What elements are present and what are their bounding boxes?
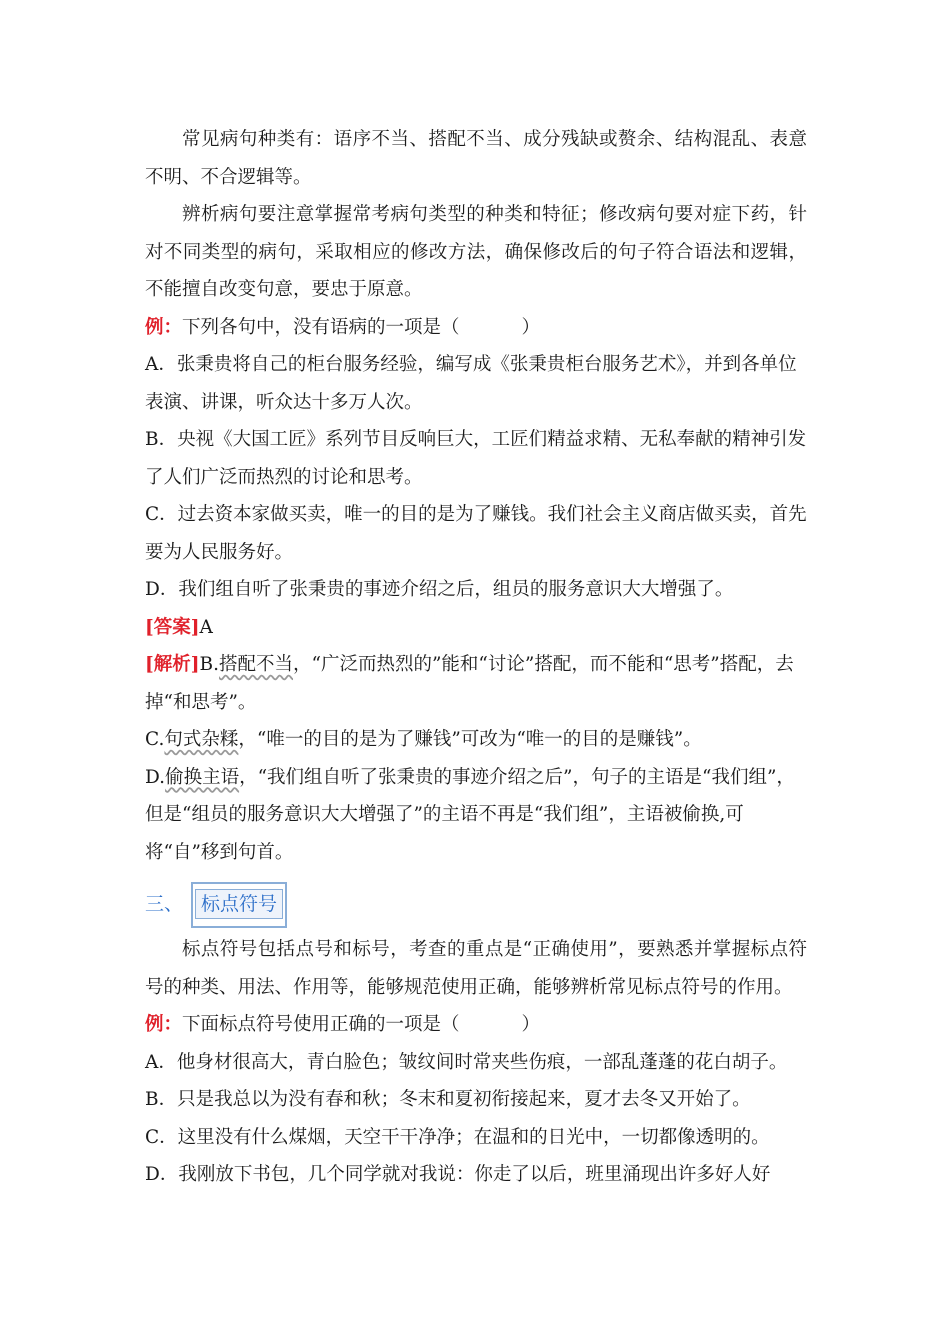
analysis-c-term: 句式杂糅 (164, 729, 239, 750)
section-heading (145, 879, 807, 931)
analysis-b-term: 搭配不当 (219, 654, 294, 675)
question-text: 下列各句中，没有语病的一项是（ (182, 316, 460, 338)
analysis-d-text: ，“我们组自听了张秉贵的事迹介绍之后”，句子的主语是“我们组”，但是“组员的服务意识大大增强了”的主语不再是“我们组”，主语被偷换,可将“自”移到句首。 (145, 766, 795, 863)
document-body (145, 121, 807, 1194)
section-paragraph: 标点符号包括点号和标号，考查的重点是“正确使用”，要熟悉并掌握标点符号的种类、用法、作用等，能够规范使用正确，能够辨析常见标点符号的作用。 (145, 939, 807, 998)
example-label: 例： (145, 1014, 183, 1035)
example-1-option-a: A．张秉贵将自己的柜台服务经验，编写成《张秉贵柜台服务艺术》，并到各单位表演、讲课，听众达十多万人次。 (145, 354, 797, 413)
section-title: 标点符号 (195, 889, 283, 919)
example-label: 例： (145, 316, 183, 338)
analysis-b (145, 646, 807, 721)
answer-line (145, 609, 807, 647)
example-1-option-b: B．央视《大国工匠》系列节目反响巨大，工匠们精益求精、无私奉献的精神引发了人们广泛而热烈的讨论和思考。 (145, 429, 807, 488)
answer-value: A (199, 616, 213, 638)
example-2-option-b: B．只是我总以为没有春和秋；冬末和夏初衔接起来，夏才去冬又开始了。 (145, 1089, 751, 1110)
section-number: 三、 (145, 893, 184, 916)
answer-label: [答案] (145, 616, 200, 638)
analysis-b-text: ，“广泛而热烈的”能和“讨论”搭配，而不能和“思考”搭配，去掉“和思考”。 (145, 654, 794, 713)
example-2-option-c: C．这里没有什么煤烟，天空干干净净；在温和的日光中，一切都像透明的。 (145, 1126, 770, 1148)
analysis-d (145, 759, 807, 872)
analysis-d-prefix: D. (145, 766, 166, 788)
analysis-d-term: 偷换主语 (165, 766, 240, 788)
analysis-label: [解析] (145, 654, 200, 675)
section-title-box (191, 882, 287, 928)
question-close-paren: ） (521, 1014, 541, 1035)
example-1-option-d: D．我们组自听了张秉贵的事迹介绍之后，组员的服务意识大大增强了。 (145, 579, 734, 600)
example-2-question (145, 1006, 807, 1044)
analysis-b-prefix: B. (199, 654, 219, 675)
intro-paragraph-2: 辨析病句要注意掌握常考病句类型的种类和特征；修改病句要对症下药，针对不同类型的病句，采取相应的修改方法，确保修改后的句子符合语法和逻辑，不能擅自改变句意，要忠于原意。 (145, 204, 807, 300)
question-close-paren: ） (521, 316, 541, 338)
question-text: 下面标点符号使用正确的一项是（ (182, 1014, 460, 1035)
analysis-c-prefix: C. (145, 729, 165, 750)
intro-paragraph-1: 常见病句种类有：语序不当、搭配不当、成分残缺或赘余、结构混乱、表意不明、不合逻辑等。 (145, 129, 807, 188)
example-2-option-d: D．我刚放下书包，几个同学就对我说：你走了以后，班里涌现出许多好人好 (145, 1164, 771, 1185)
example-2-option-a: A．他身材很高大，青白脸色；皱纹间时常夹些伤痕，一部乱蓬蓬的花白胡子。 (145, 1051, 788, 1073)
example-1-question (145, 309, 807, 347)
analysis-c (145, 721, 807, 759)
example-1-option-c: C．过去资本家做买卖，唯一的目的是为了赚钱。我们社会主义商店做买卖，首先要为人民服务好。 (145, 504, 807, 563)
analysis-c-text: ，“唯一的目的是为了赚钱”可改为“唯一的目的是赚钱”。 (238, 729, 702, 750)
